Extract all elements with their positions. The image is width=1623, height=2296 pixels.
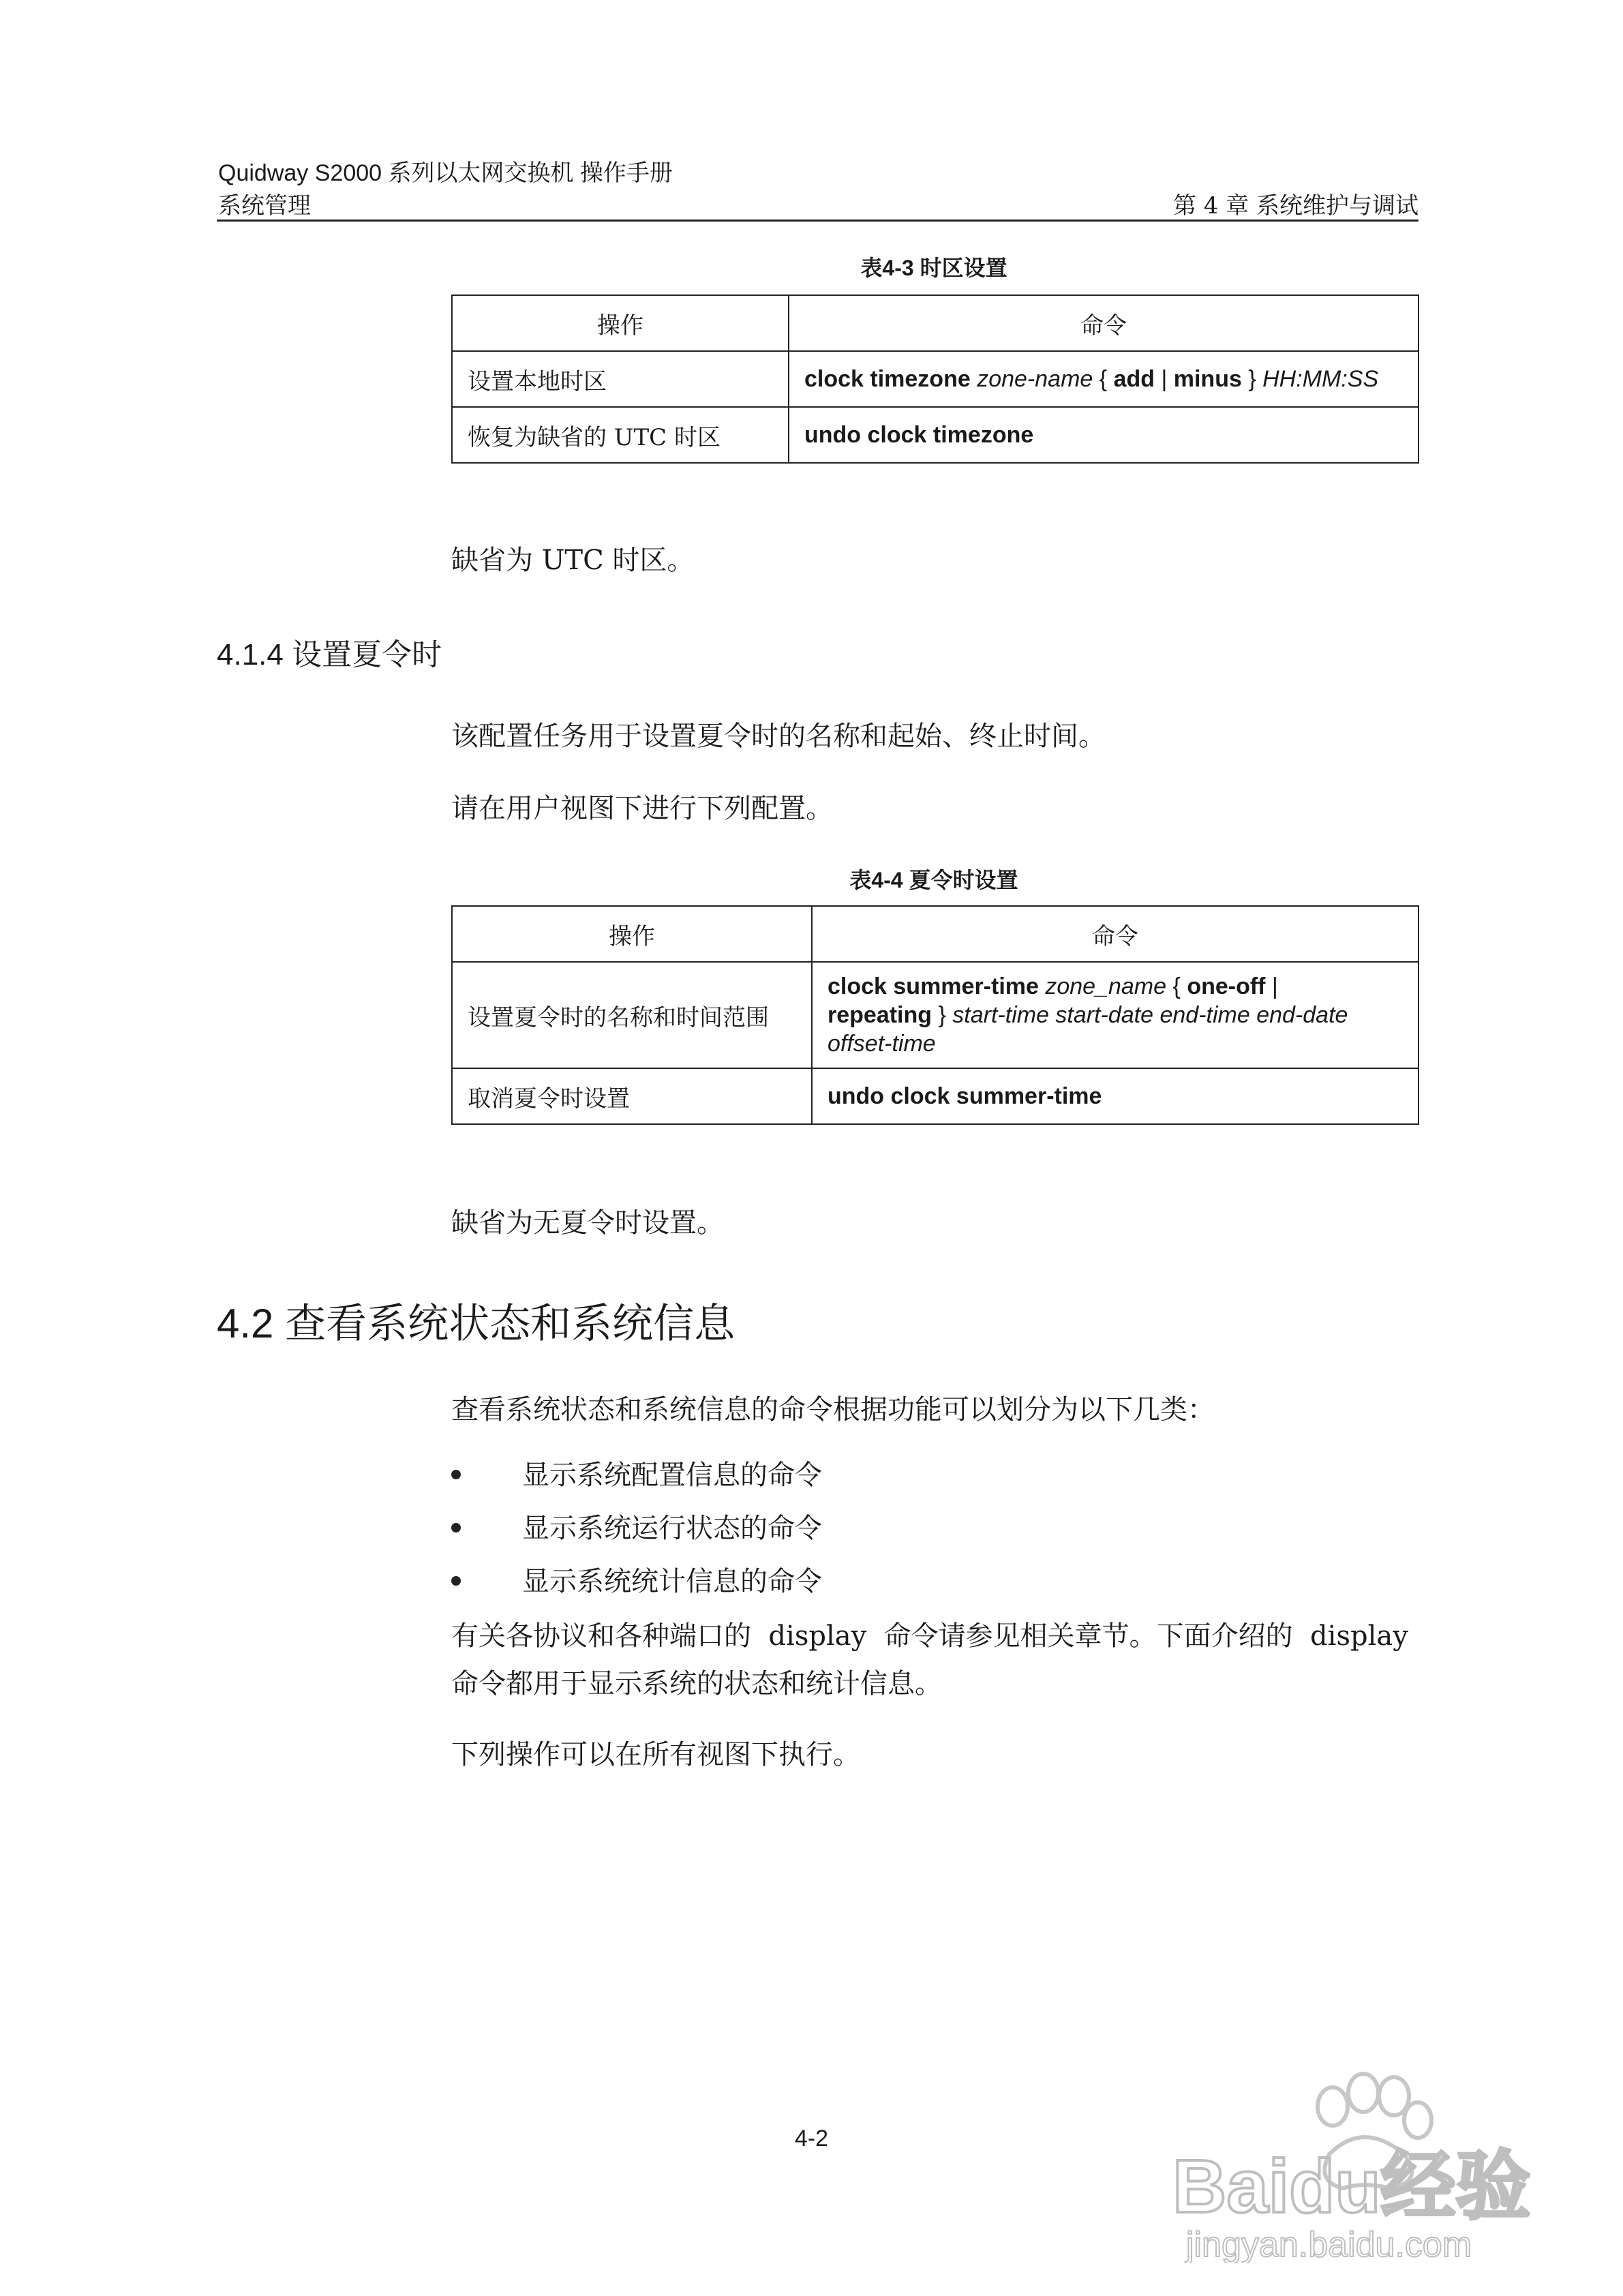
table-row xyxy=(452,962,1419,1068)
note-utc: 缺省为 UTC 时区。 xyxy=(451,545,695,576)
baidu-watermark xyxy=(1159,2059,1541,2263)
section-414-heading: 4.1.4 设置夏令时 xyxy=(217,638,442,671)
section-42-display-line2: 命令都用于显示系统的状态和统计信息。 xyxy=(451,1668,942,1700)
header-section: 系统管理 xyxy=(218,192,311,220)
section-42-last: 下列操作可以在所有视图下执行。 xyxy=(451,1739,860,1770)
table-row xyxy=(452,1068,1419,1124)
header-rule xyxy=(217,220,1419,222)
header-title: Quidway S2000 系列以太网交换机 操作手册 xyxy=(218,160,673,186)
svg-text:jingyan.baidu.com: jingyan.baidu.com xyxy=(1186,2225,1472,2263)
table43-header-cmd: 命令 xyxy=(789,295,1419,351)
table43-caption: 表4-3 时区设置 xyxy=(860,256,1007,280)
bullet-dot xyxy=(451,1523,461,1532)
section-42-heading: 4.2 查看系统状态和系统信息 xyxy=(217,1301,735,1346)
section-42-display-line1: 有关各协议和各种端口的 display 命令请参见相关章节。下面介绍的 display xyxy=(451,1620,1408,1652)
table-row xyxy=(452,407,1419,463)
table44-row2-cmd: undo clock summer-time xyxy=(812,1068,1419,1124)
svg-text:Baidu经验: Baidu经验 xyxy=(1172,2145,1531,2229)
table44 xyxy=(451,905,1419,1125)
table44-header-cmd: 命令 xyxy=(812,906,1419,962)
baidu-paw-icon xyxy=(1159,2059,1541,2263)
table43-row2-cmd: undo clock timezone xyxy=(789,407,1419,463)
table-row xyxy=(452,351,1419,407)
page-number: 4-2 xyxy=(794,2126,829,2151)
bullet-item-3: 显示系统统计信息的命令 xyxy=(522,1566,822,1597)
section-414-p2: 请在用户视图下进行下列配置。 xyxy=(451,793,833,824)
table43-row2-op: 恢复为缺省的 UTC 时区 xyxy=(452,407,789,463)
table44-caption: 表4-4 夏令时设置 xyxy=(849,868,1018,892)
bullet-dot xyxy=(451,1576,461,1586)
bullet-item-2: 显示系统运行状态的命令 xyxy=(522,1513,822,1544)
bullet-item-1: 显示系统配置信息的命令 xyxy=(522,1460,822,1491)
table43-header-op: 操作 xyxy=(452,295,789,351)
table44-row2-op: 取消夏令时设置 xyxy=(452,1068,812,1124)
table43 xyxy=(451,294,1419,464)
header-chapter: 第 4 章 系统维护与调试 xyxy=(1172,192,1419,220)
table43-row1-cmd: clock timezone zone-name { add | minus } HH:MM:SS xyxy=(789,351,1419,407)
section-414-p1: 该配置任务用于设置夏令时的名称和起始、终止时间。 xyxy=(451,721,1106,752)
table43-row1-op: 设置本地时区 xyxy=(452,351,789,407)
section-42-intro: 查看系统状态和系统信息的命令根据功能可以划分为以下几类： xyxy=(451,1394,1215,1425)
note-summer: 缺省为无夏令时设置。 xyxy=(451,1207,724,1239)
table44-row1-cmd: clock summer-time zone_name { one-off | repeating } start-time start-date end-time end-date offset-time xyxy=(812,962,1419,1068)
bullet-dot xyxy=(451,1470,461,1479)
table44-row1-op: 设置夏令时的名称和时间范围 xyxy=(452,962,812,1068)
table44-header-op: 操作 xyxy=(452,906,812,962)
